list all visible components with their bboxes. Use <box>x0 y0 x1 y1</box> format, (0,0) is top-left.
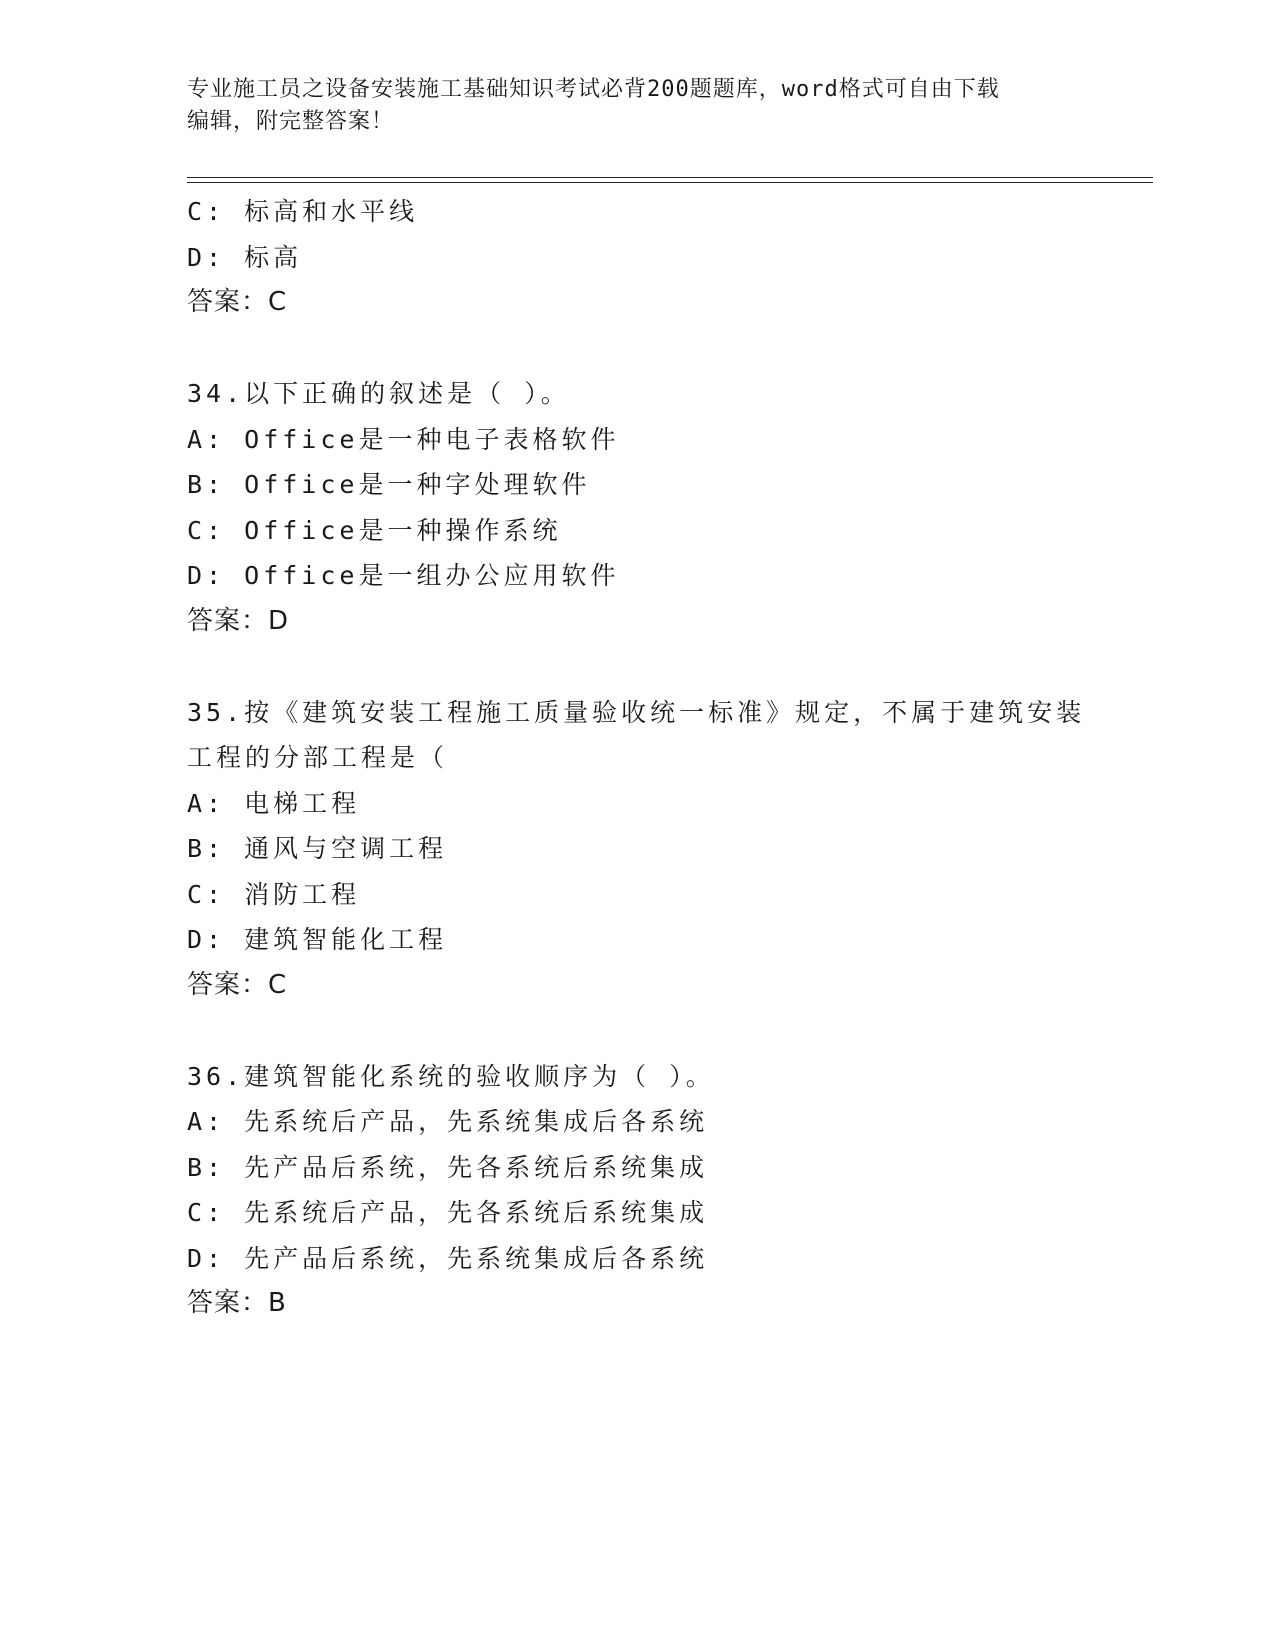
header-divider-bottom <box>187 182 1153 183</box>
option-c: C: 消防工程 <box>187 879 361 909</box>
question-stem: 34.以下正确的叙述是（ ）。 <box>187 379 570 408</box>
option-a: A: 电梯工程 <box>187 788 361 818</box>
question-35 <box>187 690 1117 1009</box>
question-gap <box>187 326 1117 372</box>
header-divider-top <box>187 177 1153 178</box>
answer-line: 答案：B <box>187 1288 287 1318</box>
answer-line: 答案：D <box>187 605 290 636</box>
question-36 <box>187 1054 1117 1327</box>
question-34 <box>187 371 1117 644</box>
option-b: B: 通风与空调工程 <box>187 834 448 863</box>
option-d: D: Office是一组办公应用软件 <box>187 561 620 590</box>
question-gap <box>187 644 1117 690</box>
option-a: A: Office是一种电子表格软件 <box>187 424 620 454</box>
answer-line: 答案：C <box>187 969 288 1000</box>
question-gap <box>187 1008 1117 1054</box>
question-list <box>187 189 1117 1327</box>
header-title-line-2: 编辑，附完整答案！ <box>187 109 395 134</box>
option-d: D: 建筑智能化工程 <box>187 925 448 954</box>
option-c: C: Office是一种操作系统 <box>187 515 562 545</box>
option-b: B: Office是一种字处理软件 <box>187 470 591 499</box>
document-header <box>187 74 1087 138</box>
answer-line: 答案：C <box>187 287 288 317</box>
option-b: B: 先产品后系统，先各系统后系统集成 <box>187 1152 709 1182</box>
option-c: C: 标高和水平线 <box>187 197 419 226</box>
header-title-line-1: 专业施工员之设备安装施工基础知识考试必背200题题库，word格式可自由下载 <box>187 77 1000 102</box>
option-d: D: 先产品后系统，先系统集成后各系统 <box>187 1243 709 1273</box>
question-stem-continued: 工程的分部工程是（ <box>187 743 449 772</box>
question-33-carryover <box>187 189 1117 326</box>
option-c: C: 先系统后产品，先各系统后系统集成 <box>187 1198 709 1227</box>
question-stem: 36.建筑智能化系统的验收顺序为（ ）。 <box>187 1061 715 1091</box>
option-a: A: 先系统后产品，先系统集成后各系统 <box>187 1107 709 1136</box>
option-d: D: 标高 <box>187 242 303 272</box>
question-stem: 35.按《建筑安装工程施工质量验收统一标准》规定，不属于建筑安装 <box>187 697 1086 727</box>
